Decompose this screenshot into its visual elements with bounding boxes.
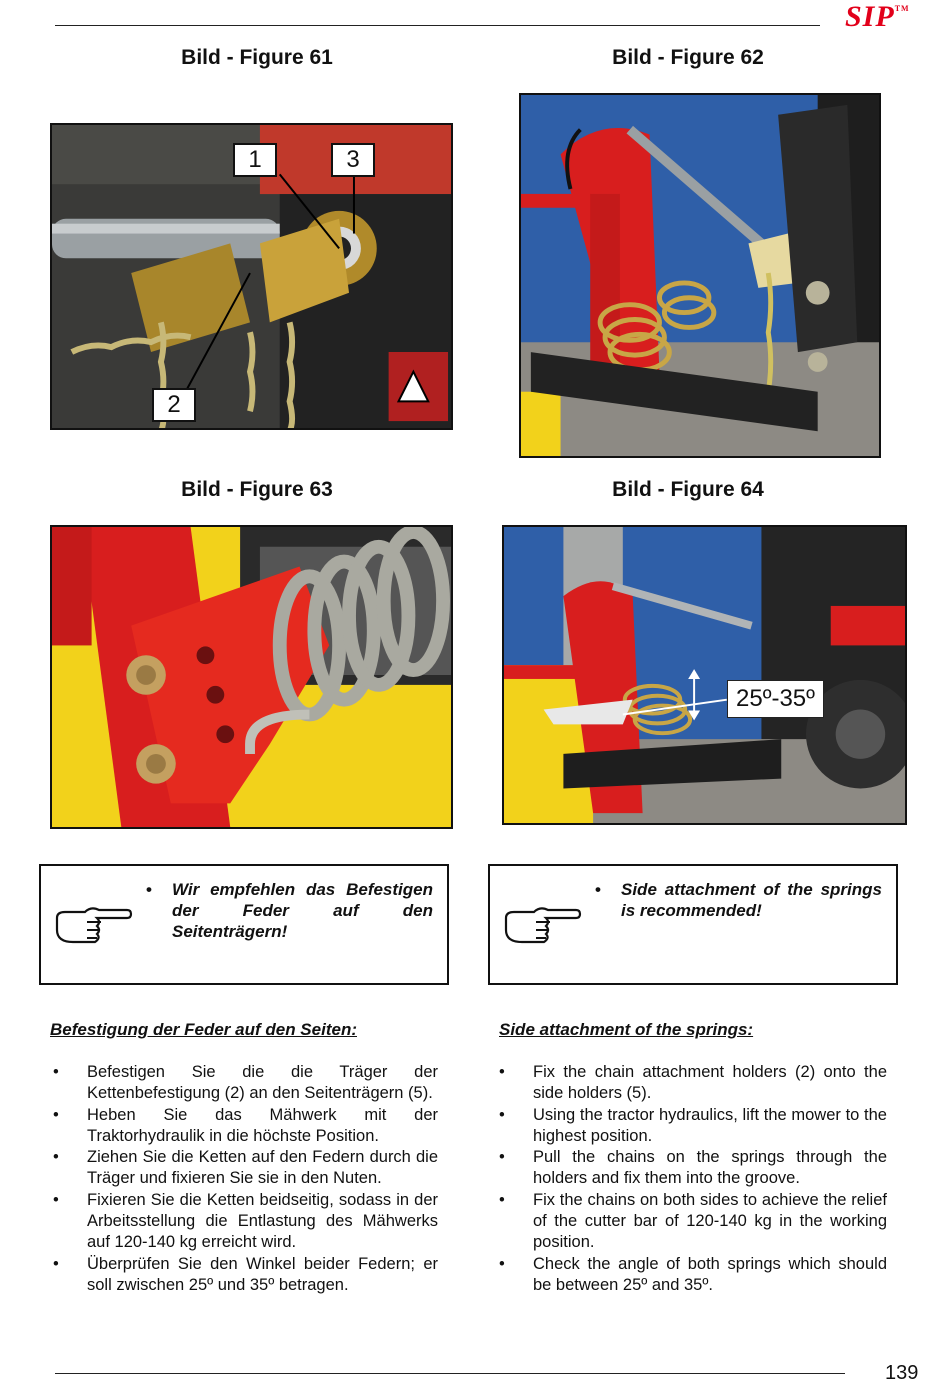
sip-logo: SIP™ (845, 0, 910, 33)
footer-rule (55, 1373, 845, 1374)
header-rule (55, 25, 820, 26)
list-item: • Fix the chain attachment holders (2) onto the side holders (5). (499, 1063, 887, 1103)
list-item: • Befestigen Sie die die Träger der Kettenbefestigung (2) an den Seitenträgern (5). (53, 1063, 438, 1103)
callout-3: 3 (331, 143, 375, 177)
figure-64-caption: Bild - Figure 64 (612, 478, 764, 501)
callout-1: 1 (233, 143, 277, 177)
list-item: • Check the angle of both springs which should be between 25º and 35º. (499, 1254, 887, 1294)
figure-63-photo (50, 525, 453, 829)
list-item: • Heben Sie das Mähwerk mit der Traktorhydraulik in die höchste Position. (53, 1105, 438, 1145)
page-number: 139 (885, 1362, 919, 1384)
instruction-list-en (499, 1062, 887, 1296)
list-item: • Überprüfen Sie den Winkel beider Federn; er soll zwischen 25º und 35º betragen. (53, 1254, 438, 1294)
pointing-hand-icon (53, 904, 133, 948)
section-heading-en: Side attachment of the springs: (499, 1020, 754, 1039)
callout-2: 2 (152, 388, 196, 422)
note-text-de: • Wir empfehlen das Befestigen der Feder auf den Seitenträgern! (146, 880, 433, 941)
list-item: • Fixieren Sie die Ketten beidseitig, sodass in der Arbeitsstellung die Entlastung des Mähwerks auf 120-140 kg erreicht wird. (53, 1190, 438, 1252)
note-box-en (488, 864, 898, 985)
figure-61-caption: Bild - Figure 61 (181, 46, 333, 69)
list-item: • Ziehen Sie die Ketten auf den Federn durch die Träger und fixieren Sie sie in den Nuten. (53, 1148, 438, 1188)
list-item: • Fix the chains on both sides to achieve the relief of the cutter bar of 120-140 kg in the working position. (499, 1190, 887, 1252)
pointing-hand-icon (502, 904, 582, 948)
section-heading-de: Befestigung der Feder auf den Seiten: (50, 1020, 357, 1039)
note-box-de (39, 864, 449, 985)
figure-63-caption: Bild - Figure 63 (181, 478, 333, 501)
figure-64-photo (502, 525, 907, 825)
angle-label: 25º-35º (727, 680, 824, 718)
note-text-en: • Side attachment of the springs is recommended! (595, 880, 882, 920)
instruction-list-de (53, 1062, 438, 1296)
list-item: • Pull the chains on the springs through the holders and fix them into the groove. (499, 1148, 887, 1188)
figure-62-caption: Bild - Figure 62 (612, 46, 764, 69)
figure-62-photo (519, 93, 881, 458)
list-item: • Using the tractor hydraulics, lift the mower to the highest position. (499, 1105, 887, 1145)
